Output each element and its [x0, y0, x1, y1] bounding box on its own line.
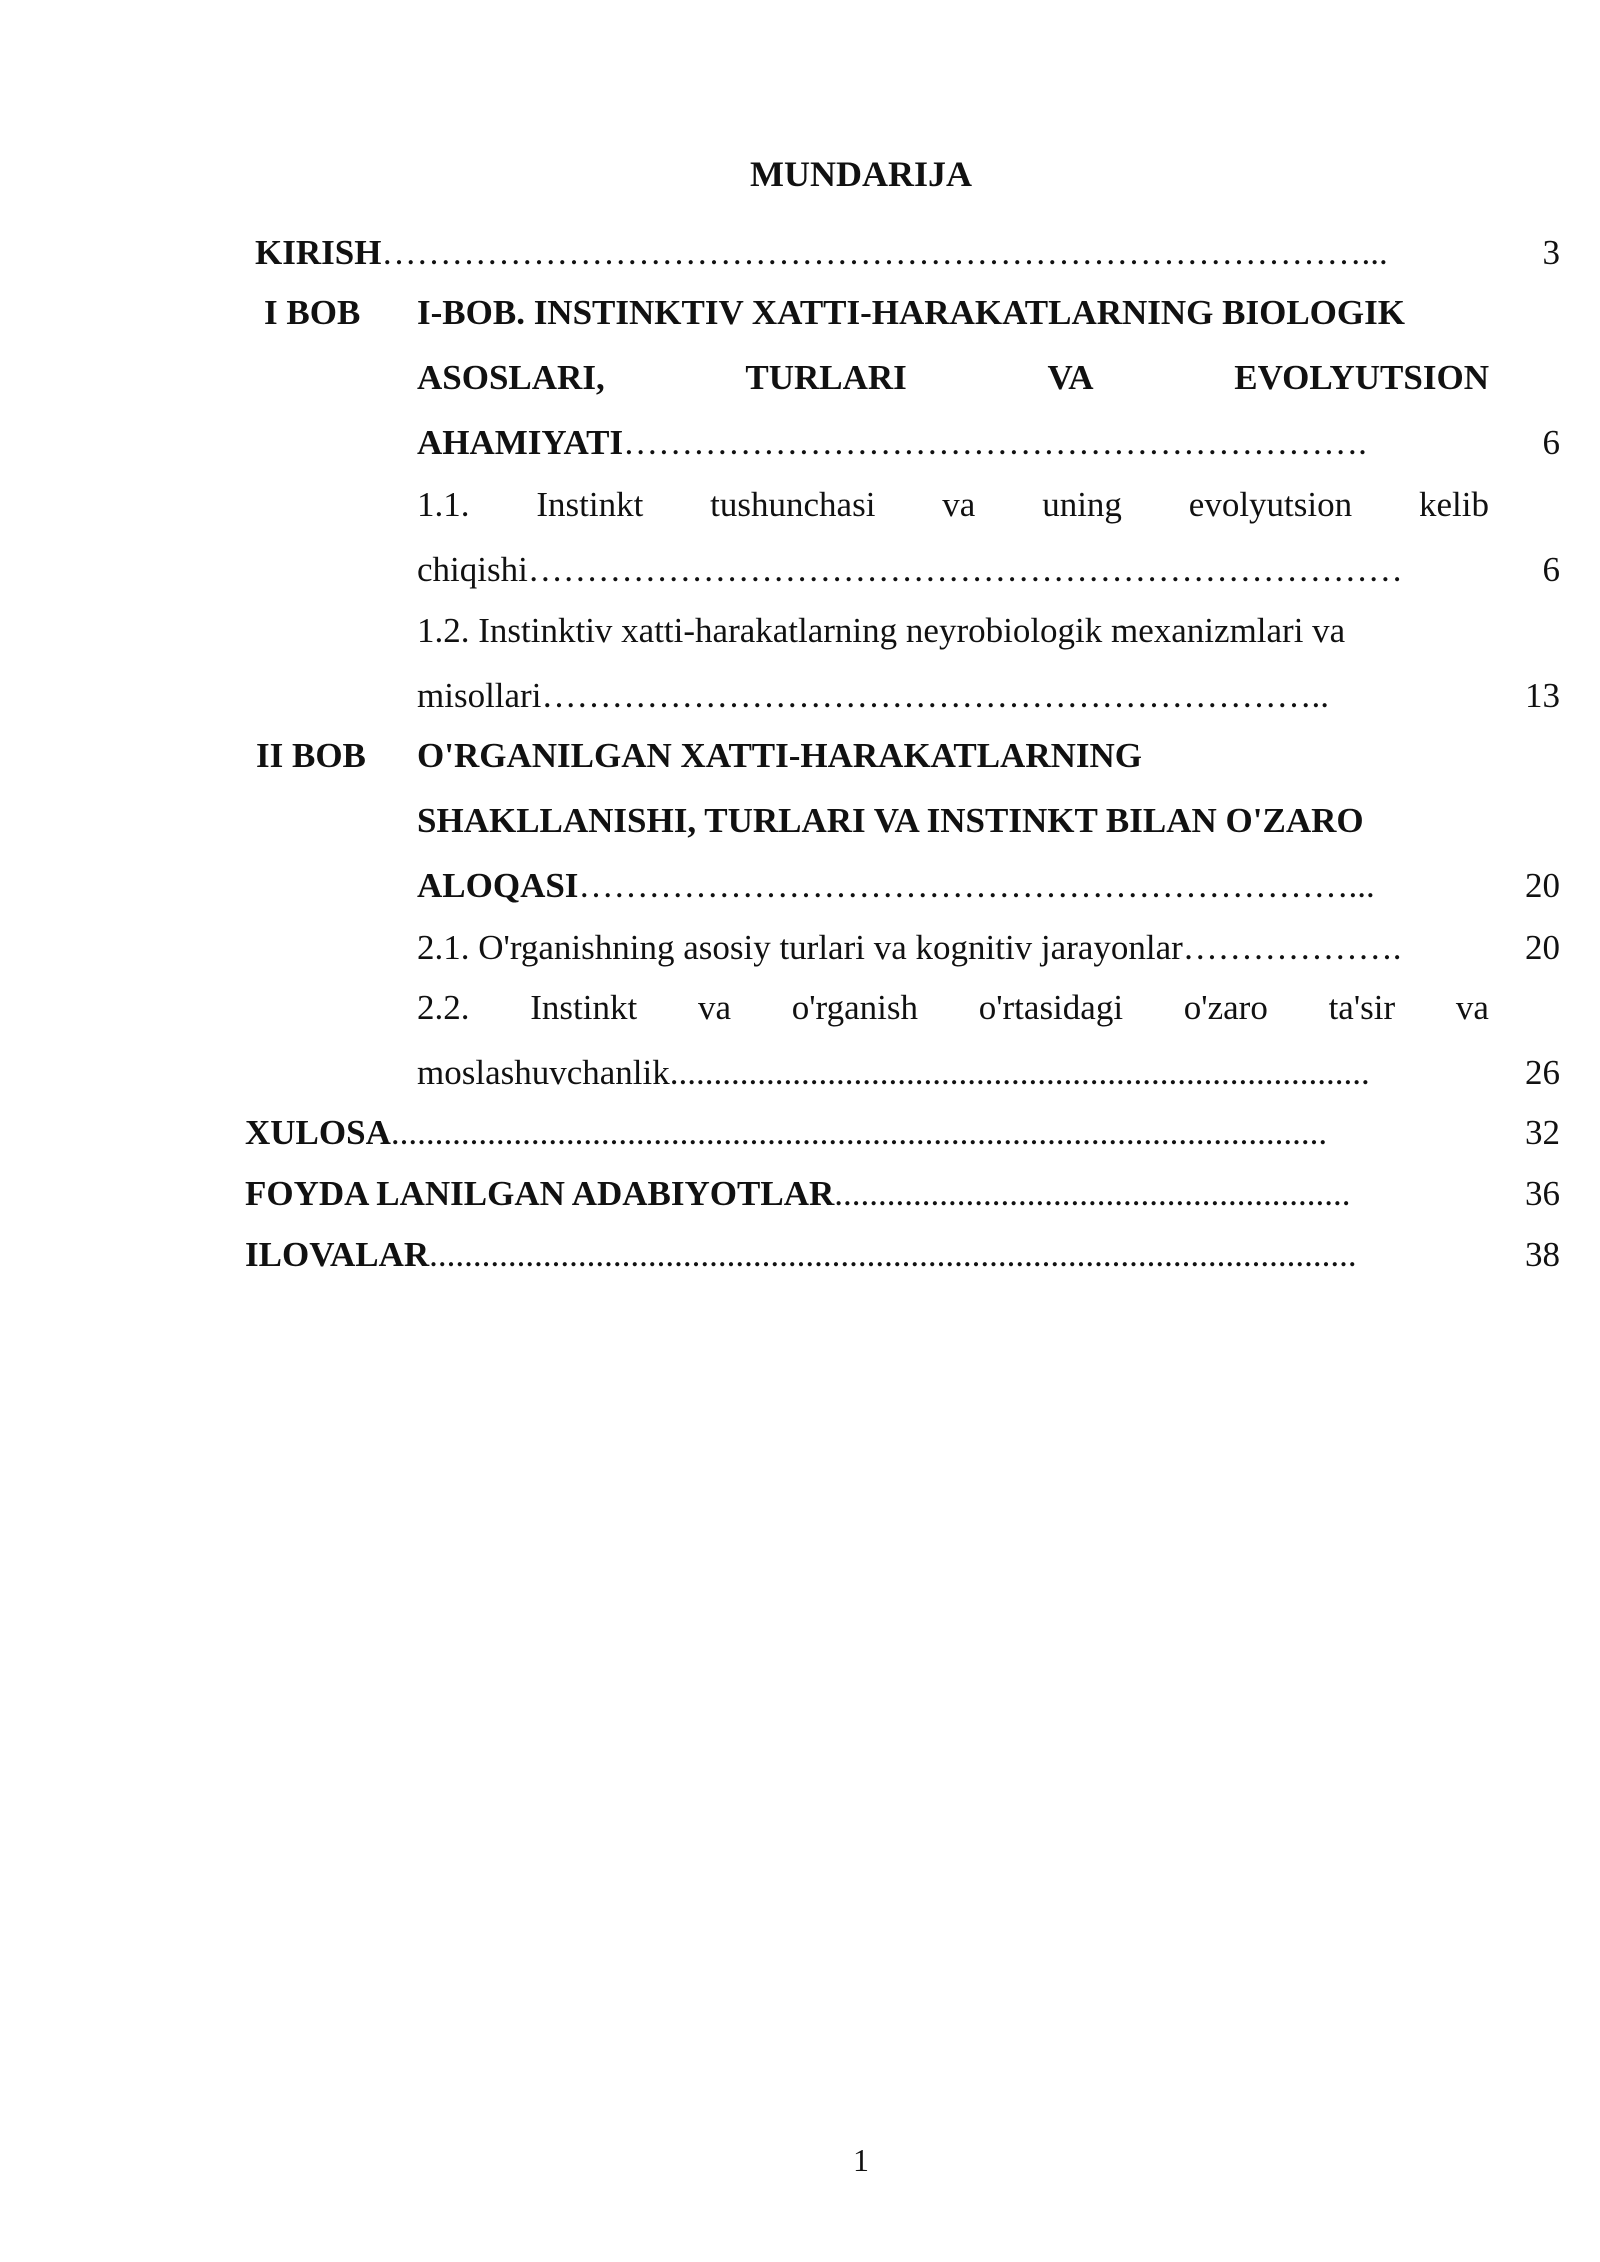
section-title-line-justified — [417, 472, 1489, 538]
toc-leader: ........................................................................................................... — [390, 1113, 1328, 1152]
chapter-title-line: SHAKLLANISHI, TURLARI VA INSTINKT BILAN O'ZARO — [417, 801, 1364, 840]
chapter-title-last-line — [417, 410, 1367, 476]
section-title-line-justified — [417, 975, 1489, 1041]
toc-leader: ………………………………………………………………… — [527, 550, 1403, 589]
toc-entry-ilovalar — [245, 1222, 1357, 1288]
toc-leader: ………………. — [1182, 928, 1402, 967]
chapter-title-last-line — [417, 853, 1375, 919]
toc-page-number: 36 — [1525, 1174, 1560, 1213]
chapter-tag: I BOB — [264, 293, 361, 332]
chapter-title-line: I-BOB. INSTINKTIV XATTI-HARAKATLARNING BIOLOGIK — [417, 293, 1405, 332]
word: Instinkt — [536, 485, 644, 524]
toc-leader: ………………………………………………………….. — [541, 676, 1329, 715]
toc-leader: …………………………………………………………………………... — [381, 233, 1388, 272]
word: va — [697, 988, 731, 1027]
toc-label: moslashuvchanlik — [417, 1053, 670, 1092]
word: kelib — [1418, 485, 1489, 524]
toc-leader: .......................................................................................................... — [429, 1235, 1357, 1274]
toc-page-number: 6 — [1542, 423, 1560, 462]
word: TURLARI — [745, 358, 907, 397]
toc-entry-xulosa — [245, 1100, 1327, 1166]
toc-page-number: 20 — [1525, 928, 1560, 967]
toc-label: XULOSA — [245, 1113, 391, 1152]
toc-leader: ………………………………………………………. — [623, 423, 1367, 462]
word: o'rtasidagi — [978, 988, 1124, 1027]
toc-label: FOYDA LANILGAN ADABIYOTLAR — [245, 1174, 835, 1213]
word: 1.1. — [417, 485, 470, 524]
section-title-last-line — [417, 1040, 1370, 1106]
chapter-tag: II BOB — [256, 736, 366, 775]
word: o'zaro — [1183, 988, 1268, 1027]
toc-leader: …………………………………………………………... — [578, 866, 1375, 905]
toc-label: AHAMIYATI — [417, 423, 624, 462]
chapter-title-line: O'RGANILGAN XATTI-HARAKATLARNING — [417, 736, 1143, 775]
toc-page-number: 32 — [1525, 1113, 1560, 1152]
toc-entry-bibliography — [245, 1161, 1351, 1227]
toc-page-number: 6 — [1542, 550, 1560, 589]
word: o'rganish — [791, 988, 918, 1027]
toc-label: KIRISH — [255, 233, 382, 272]
word: EVOLYUTSION — [1234, 358, 1489, 397]
word: tushunchasi — [710, 485, 876, 524]
word: evolyutsion — [1188, 485, 1353, 524]
word: va — [942, 485, 976, 524]
word: ASOSLARI, — [417, 358, 605, 397]
word: VA — [1047, 358, 1094, 397]
toc-leader: ........................................................... — [834, 1174, 1351, 1213]
toc-label: chiqishi — [417, 550, 528, 589]
toc-label: misollari — [417, 676, 542, 715]
section-title-line — [417, 915, 1402, 981]
toc-entry-kirish — [255, 220, 1388, 286]
page-title: MUNDARIJA — [750, 154, 972, 194]
toc-page-number: 38 — [1525, 1235, 1560, 1274]
page-number: 1 — [853, 2142, 869, 2178]
toc-label: ILOVALAR — [245, 1235, 430, 1274]
section-title-line: 1.2. Instinktiv xatti-harakatlarning neyrobiologik mexanizmlari va — [417, 611, 1346, 650]
toc-page-number: 26 — [1525, 1053, 1560, 1092]
toc-label: 2.1. O'rganishning asosiy turlari va kognitiv jarayonlar — [417, 928, 1183, 967]
toc-page-number: 13 — [1525, 676, 1560, 715]
word: va — [1455, 988, 1489, 1027]
word: ta'sir — [1328, 988, 1396, 1027]
chapter-title-line-justified — [417, 345, 1489, 411]
word: uning — [1042, 485, 1122, 524]
section-title-last-line — [417, 537, 1403, 603]
toc-page-number: 20 — [1525, 866, 1560, 905]
word: 2.2. — [417, 988, 470, 1027]
section-title-last-line — [417, 663, 1329, 729]
word: Instinkt — [530, 988, 638, 1027]
toc-label: ALOQASI — [417, 866, 579, 905]
toc-leader: ................................................................................ — [669, 1053, 1370, 1092]
toc-page-number: 3 — [1542, 233, 1560, 272]
